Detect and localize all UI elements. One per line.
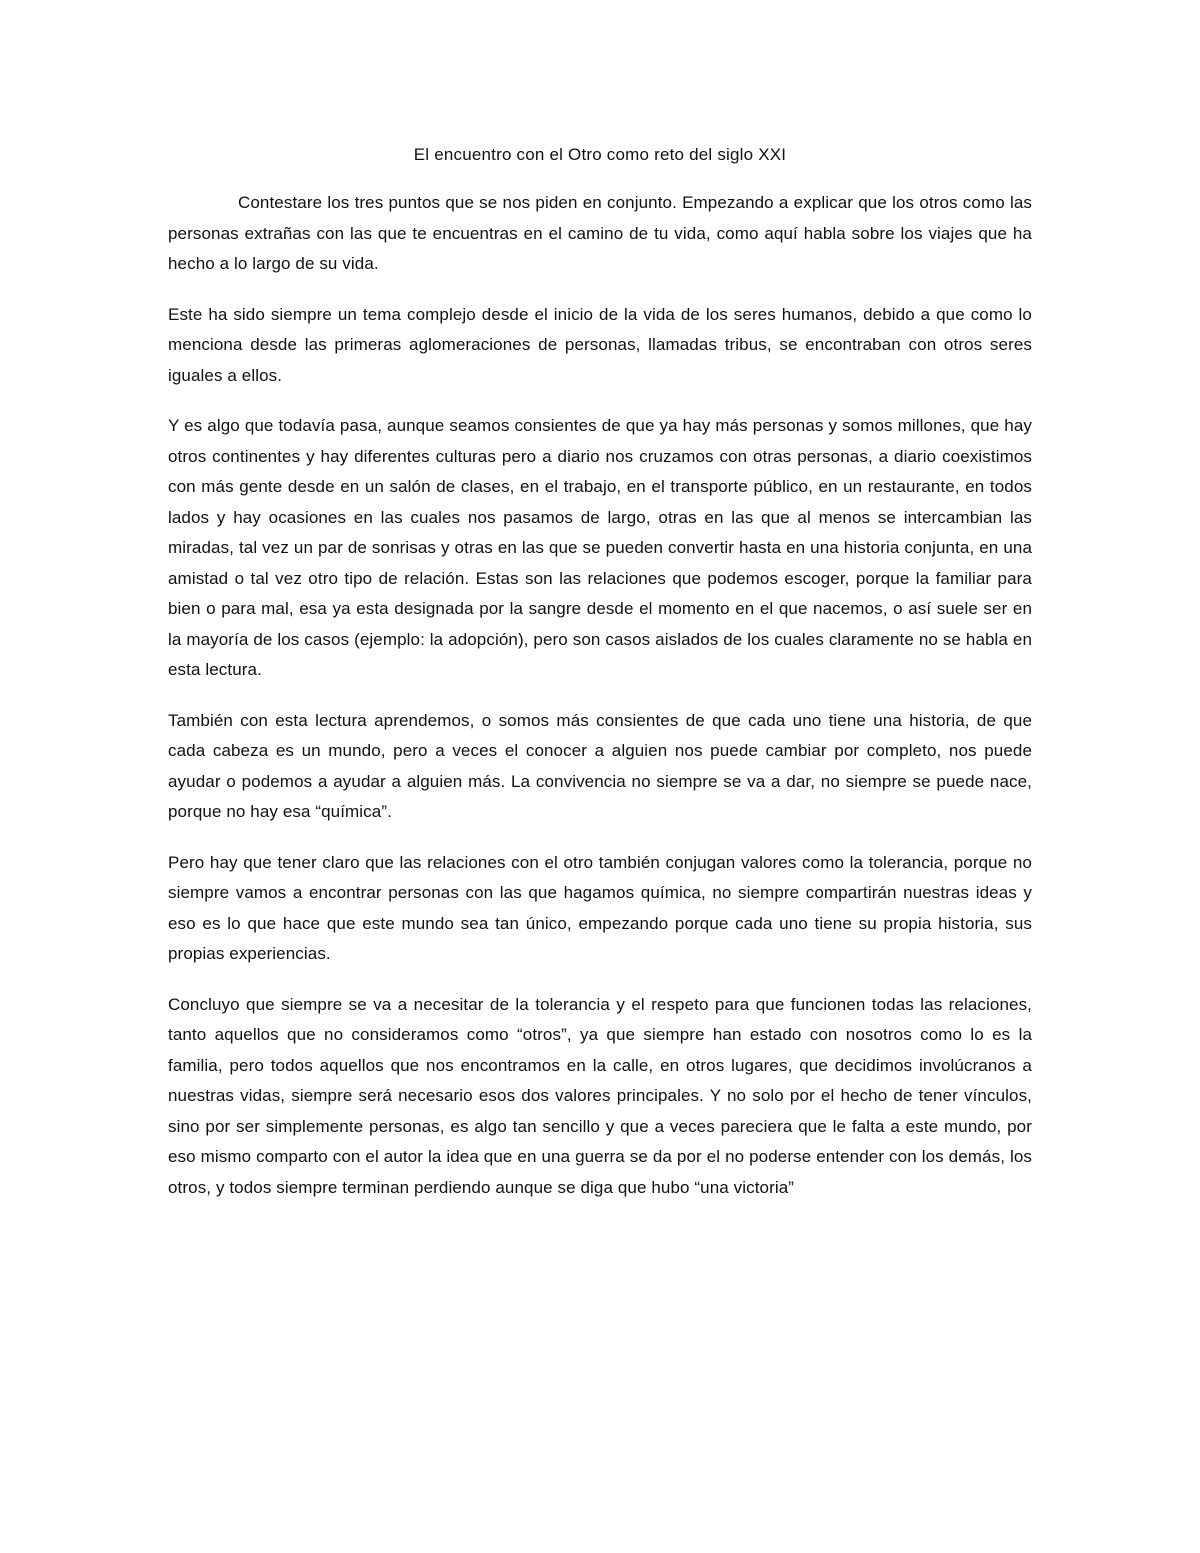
paragraph-intro: Contestare los tres puntos que se nos piden en conjunto. Empezando a explicar que los otros como las personas extrañas con las que te encuentras en el camino de tu vida, como aquí habla sobre los viajes que ha hecho a lo largo de su vida. [168, 193, 1032, 273]
paragraph-everyday-encounters: Y es algo que todavía pasa, aunque seamos consientes de que ya hay más personas y somos millones, que hay otros continentes y hay diferentes culturas pero a diario nos cruzamos con otras personas, a diario coexistimos con más gente desde en un salón de clases, en el trabajo, en el transporte público, en un restaurante, en todos lados y hay ocasiones en las cuales nos pasamos de largo, otras en las que al menos se intercambian las miradas, tal vez un par de sonrisas y otras en las que se pueden convertir hasta en una historia conjunta, en una amistad o tal vez otro tipo de relación. Estas son las relaciones que podemos escoger, porque la familiar para bien o para mal, esa ya esta designada por la sangre desde el momento en el que nacemos, o así suele ser en la mayoría de los casos (ejemplo: la adopción), pero son casos aislados de los cuales claramente no se habla en esta lectura. [168, 416, 1032, 679]
paragraph-learning: También con esta lectura aprendemos, o somos más consientes de que cada uno tiene una historia, de que cada cabeza es un mundo, pero a veces el conocer a alguien nos puede cambiar por completo, nos puede ayudar o podemos a ayudar a alguien más. La convivencia no siempre se va a dar, no siempre se puede nace, porque no hay esa “química”. [168, 710, 1032, 821]
paragraph-tolerance: Pero hay que tener claro que las relaciones con el otro también conjugan valores como la tolerancia, porque no siempre vamos a encontrar personas con las que hagamos química, no siempre compartirán nuestras ideas y eso es lo que hace que este mundo sea tan único, empezando porque cada uno tiene su propia historia, sus propias experiencias. [168, 852, 1032, 963]
document-title: El encuentro con el Otro como reto del siglo XXI [413, 145, 787, 164]
paragraph-history: Este ha sido siempre un tema complejo desde el inicio de la vida de los seres humanos, debido a que como lo menciona desde las primeras aglomeraciones de personas, llamadas tribus, se encontraban con otros seres iguales a ellos. [168, 304, 1032, 385]
document-body [168, 188, 1032, 1223]
paragraph-conclusion: Concluyo que siempre se va a necesitar de la tolerancia y el respeto para que funcionen todas las relaciones, tanto aquellos que no consideramos como “otros”, ya que siempre han estado con nosotros como lo es la familia, pero todos aquellos que nos encontramos en la calle, en otros lugares, que decidimos involúcranos a nuestras vidas, siempre será necesario esos dos valores principales. Y no solo por el hecho de tener vínculos, sino por ser simplemente personas, es algo tan sencillo y que a veces pareciera que le falta a este mundo, por eso mismo comparto con el autor la idea que en una guerra se da por el no poderse entender con los demás, los otros, y todos siempre terminan perdiendo aunque se diga que hubo “una victoria” [168, 994, 1032, 1197]
